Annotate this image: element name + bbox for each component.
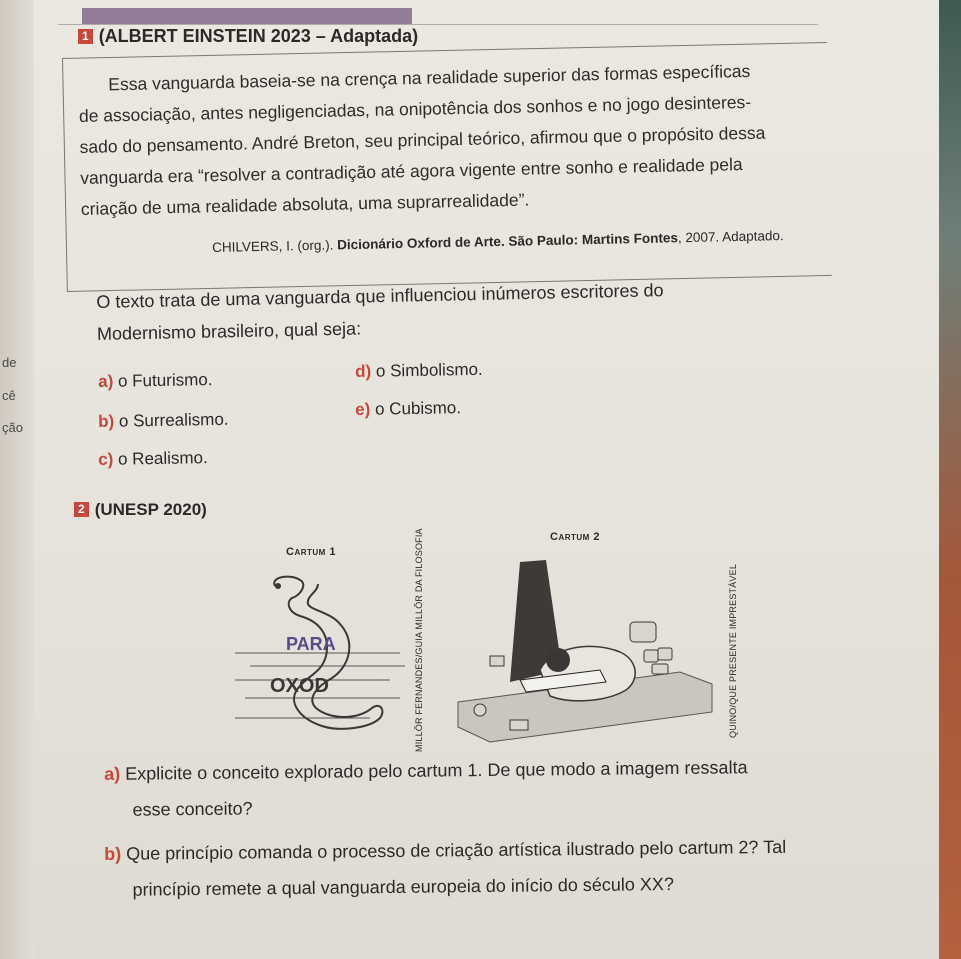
option-d[interactable]: d) o Simbolismo. [355,359,483,381]
question-2-header [74,500,207,520]
text-line: de associação, antes negligenciadas, na onipotência dos sonhos e no jogo desinteres- [78,91,752,126]
cartum-1-eye [275,583,281,589]
sub-question-text: princípio remete a qual vanguarda europeia do início do século XX? [132,874,674,900]
margin-fragment: de [2,355,17,370]
cartum-1-illustration [230,568,410,748]
cartum-2-credit: QUINO/QUE PRESENTE IMPRESTÁVEL [728,563,738,738]
divider [58,24,818,25]
text-line: sado do pensamento. André Breton, seu principal teórico, afirmou que o propósito dessa [79,122,766,157]
option-b[interactable]: b) o Surrealismo. [98,409,229,431]
cartum-2-head [546,648,570,672]
cartum-1-credit: MILLÔR FERNANDES/GUIA MILLÔR DA FILOSOFIA [414,528,424,752]
page-gutter [0,0,34,959]
sub-question-text: esse conceito? [132,798,253,820]
stem-line: O texto trata de uma vanguarda que influenciou inúmeros escritores do [96,280,664,312]
citation-author: CHILVERS, I. (org.). [212,237,338,255]
text-line: criação de uma realidade absoluta, uma suprarrealidade”. [80,189,530,219]
question-source: (ALBERT EINSTEIN 2023 – Adaptada) [98,26,419,46]
cartum-1-word-top: PARA [286,634,336,654]
citation-tail: , 2007. Adaptado. [677,228,784,246]
cartum-1-word-bottom: OXOD [270,675,329,697]
sub-question-text: Explicite o conceito explorado pelo cartum 1. De que modo a imagem ressalta [125,757,748,784]
text-line: vanguarda era “resolver a contradição até agora vigente entre sonho e realidade pela [80,154,743,188]
sub-question-a: a) Explicite o conceito explorado pelo cartum 1. De que modo a imagem ressalta esse conceito? [104,748,865,828]
question-stem [96,272,757,350]
option-c[interactable]: c) o Realismo. [98,448,208,469]
question-number: 1 [78,29,93,44]
cartum-2-illustration [450,552,720,747]
margin-fragment: cê [2,388,16,403]
sub-question-text: Que princípio comanda o processo de criação artística ilustrado pelo cartum 2? Tal [126,836,787,864]
sub-question-b: b) Que princípio comanda o processo de criação artística ilustrado pelo cartum 2? Tal princípio remete a qual vanguarda europeia do início do século XX? [104,828,865,908]
option-a[interactable]: a) o Futurismo. [98,370,213,391]
margin-fragment: ção [2,420,23,435]
stem-line: Modernismo brasileiro, qual seja: [96,318,362,344]
citation-title: Dicionário Oxford de Arte. São Paulo: Martins Fontes [337,230,679,253]
question-source: (UNESP 2020) [94,500,207,519]
cartum-2-title: Cartum 2 [550,531,601,543]
source-text [78,55,811,225]
question-number: 2 [74,502,89,517]
text-line: Essa vanguarda baseia-se na crença na realidade superior das formas específicas [108,60,751,95]
cartum-1-title: Cartum 1 [286,546,337,558]
top-color-band [82,8,412,24]
question-1-header [78,26,418,47]
option-e[interactable]: e) o Cubismo. [355,398,462,419]
page-edge [939,0,961,959]
